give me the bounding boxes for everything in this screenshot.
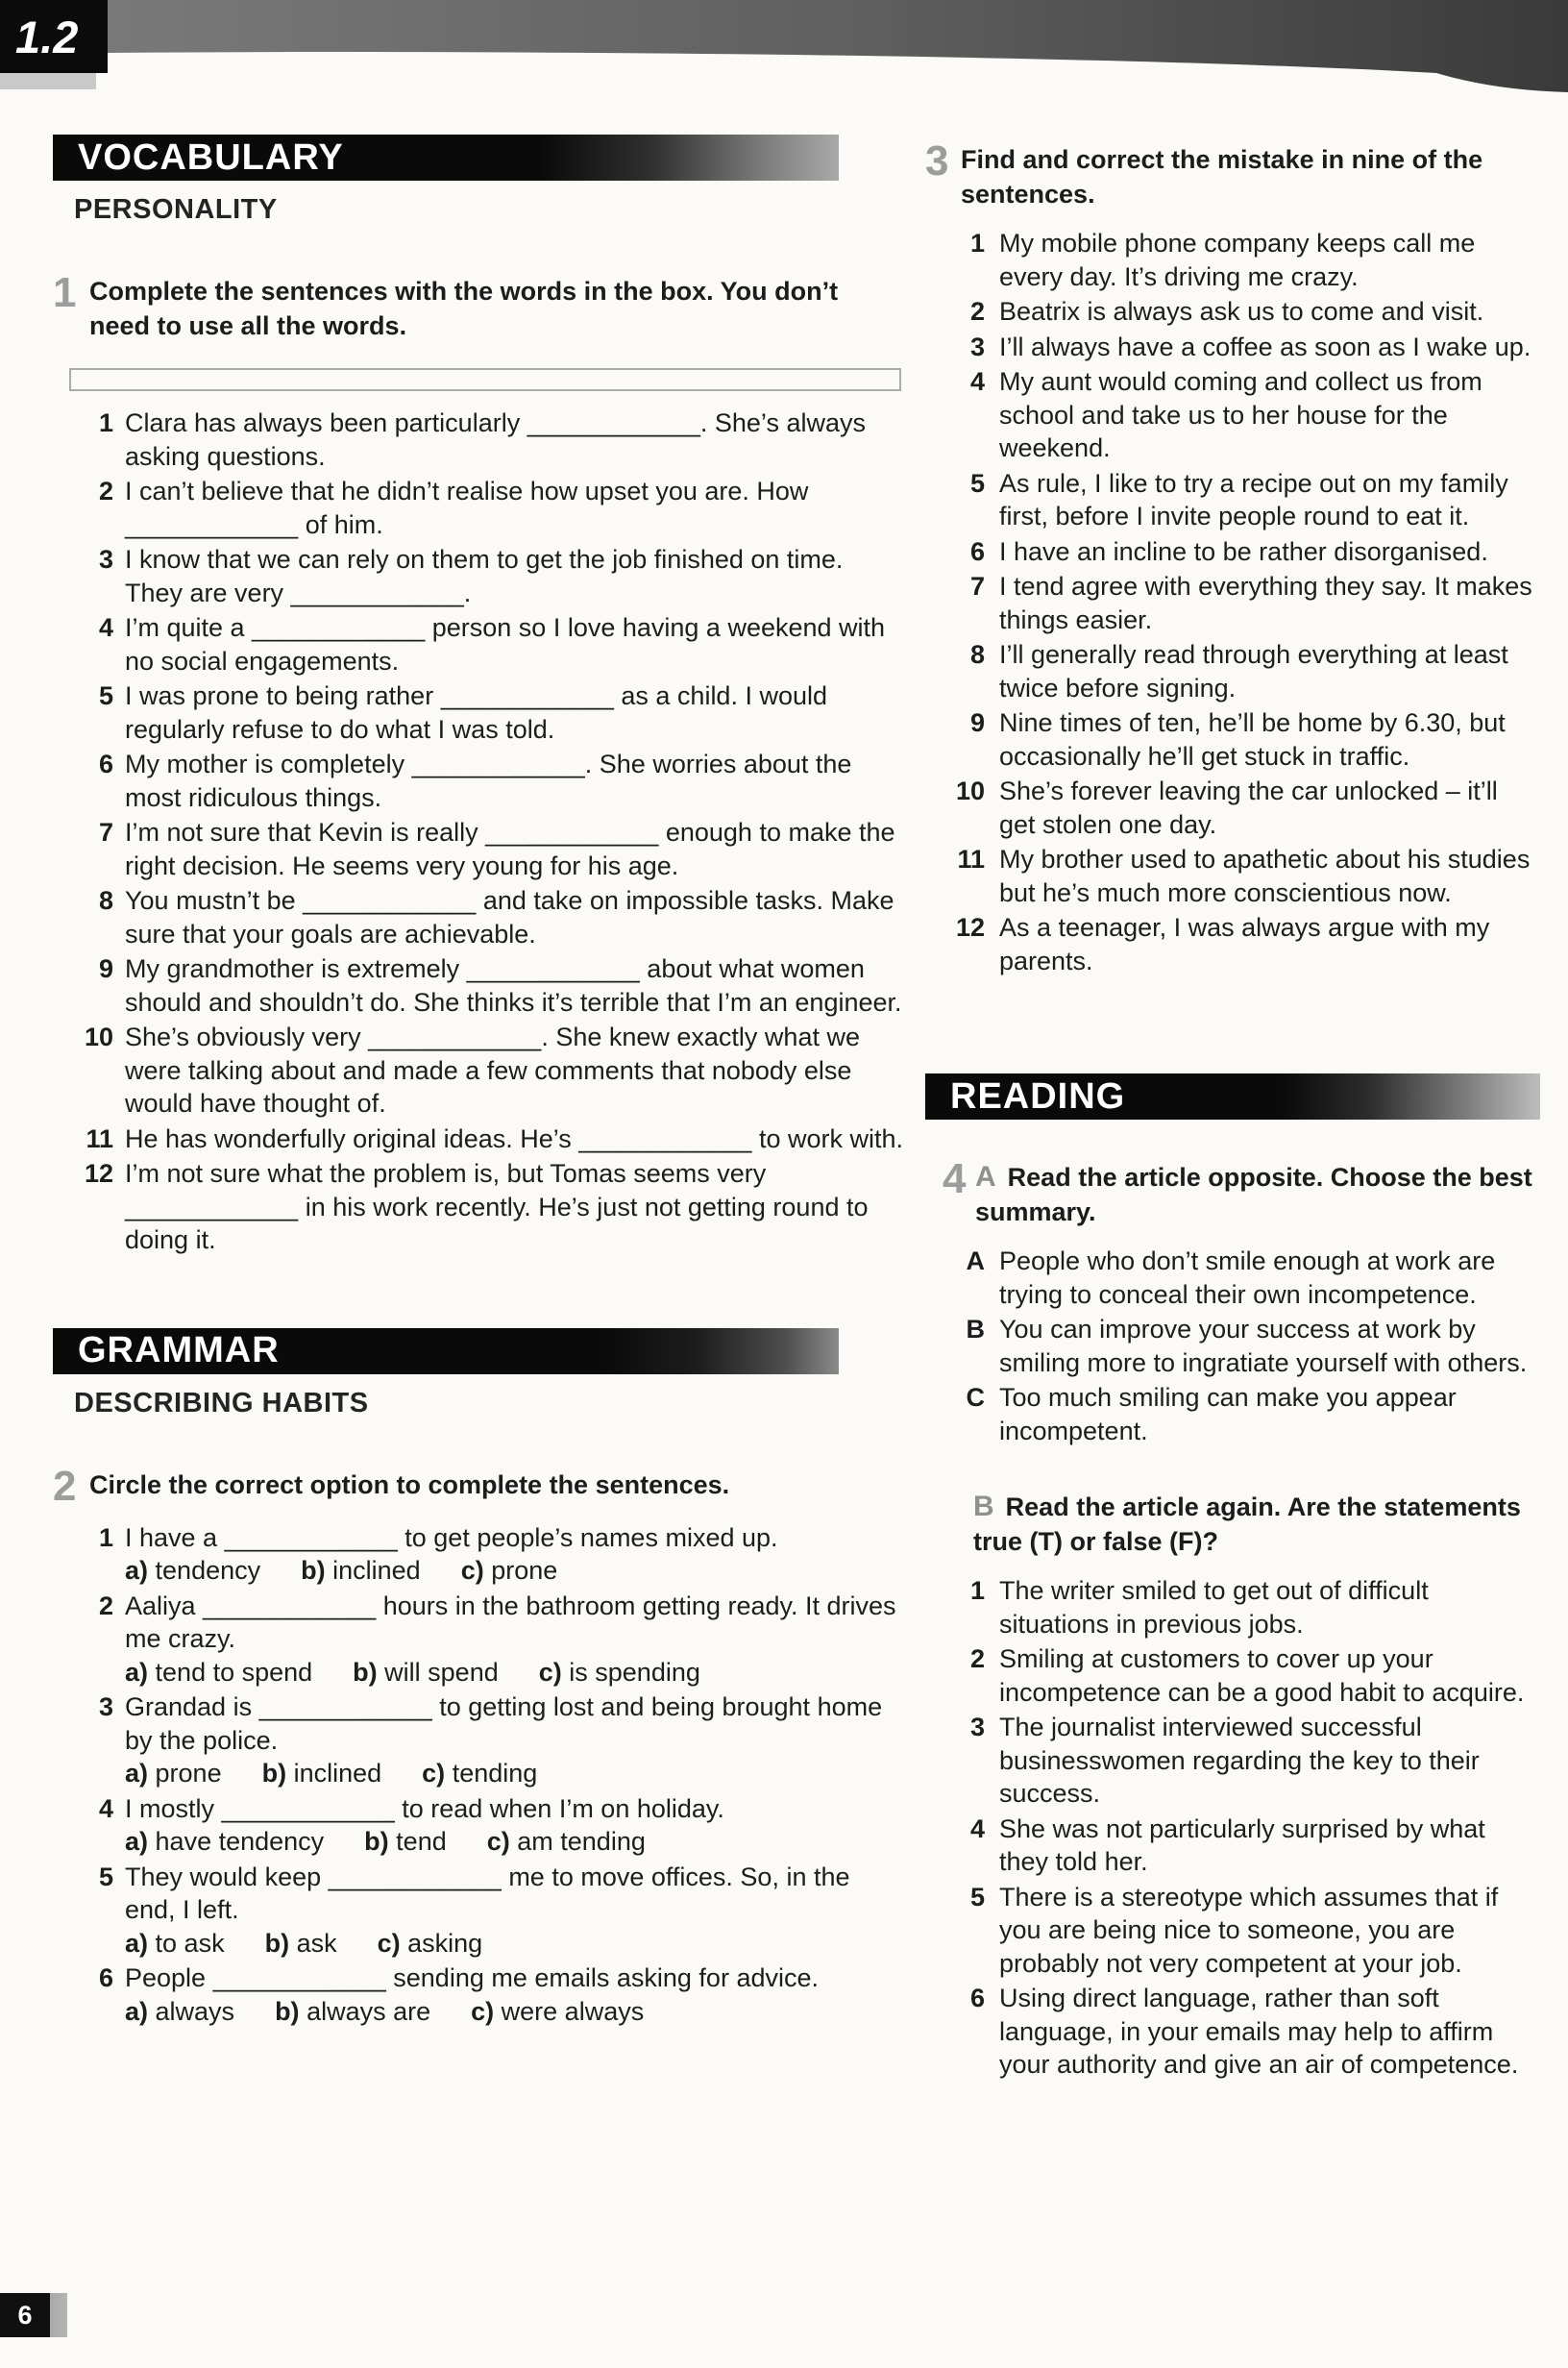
vocabulary-section-title: VOCABULARY [78, 136, 344, 178]
item-number: 10 [84, 1023, 113, 1051]
item-number: 2 [98, 1591, 113, 1620]
item-number: 1 [98, 408, 113, 437]
option-letter: c) [460, 1556, 484, 1585]
item-text: I’ll generally read through everything at least twice before signing. [999, 640, 1508, 703]
exercise4a-header [925, 1155, 1540, 1229]
item-text: You mustn’t be ____________ and take on impossible tasks. Make sure that your goals are achievable. [125, 886, 894, 949]
summary-option [925, 1313, 1540, 1379]
exercise2-item [53, 1590, 903, 1690]
item-text: My grandmother is extremely ____________ about what women should and shouldn’t do. She thinks it’s terrible that I’m an engineer. [125, 954, 902, 1017]
option-letter: a) [125, 1928, 149, 1958]
option-text: tending [452, 1759, 538, 1788]
item-options [125, 1656, 903, 1690]
option-letter: a) [125, 1657, 149, 1687]
item-body [125, 1792, 903, 1859]
item-text: My aunt would coming and collect us from school and take us to her house for the weekend. [999, 367, 1482, 462]
item-number: 1 [98, 1522, 113, 1552]
item-body [125, 1590, 903, 1690]
item-text: I tend agree with everything they say. It makes things easier. [999, 572, 1532, 634]
answer-option [487, 1825, 646, 1859]
reading-section-bar [925, 1073, 1540, 1120]
exercise1-number: 1 [53, 269, 77, 316]
item-options [125, 1995, 903, 2029]
item-text: Beatrix is always ask us to come and visit. [999, 297, 1484, 326]
item-text: Nine times of ten, he’ll be home by 6.30, but occasionally he’ll get stuck in traffic. [999, 708, 1506, 771]
true-false-statement [925, 1982, 1540, 2082]
item-text: I was prone to being rather ____________ as a child. I would regularly refuse to do what I was told. [125, 681, 828, 744]
exercise4a-instruction-text: Read the article opposite. Choose the best summary. [975, 1163, 1532, 1226]
exercise2-item [53, 1521, 903, 1588]
statement-text: The writer smiled to get out of difficult situations in previous jobs. [999, 1576, 1429, 1639]
option-letter: b) [261, 1759, 287, 1788]
item-number: 10 [955, 777, 985, 805]
option-letter: b) [364, 1827, 389, 1856]
unit-tab [0, 0, 108, 73]
summary-option [925, 1381, 1540, 1447]
option-letter: b) [301, 1556, 326, 1585]
right-column [925, 137, 1540, 2084]
item-number: 9 [98, 954, 113, 983]
item-number: 1 [969, 229, 985, 258]
statement-number: 1 [969, 1576, 985, 1605]
item-options [125, 1825, 903, 1859]
exercise1-item [53, 611, 903, 678]
item-number: 4 [98, 613, 113, 642]
exercise4a-letter: A [975, 1161, 996, 1193]
item-options [125, 1554, 903, 1588]
statement-text: There is a stereotype which assumes that if you are being nice to someone, you are probably not very competent at your job. [999, 1882, 1499, 1978]
option-letter: a) [125, 1827, 149, 1856]
option-letter: c) [538, 1657, 562, 1687]
top-banner-shape [0, 0, 1568, 92]
answer-option [275, 1995, 430, 2029]
true-false-statement [925, 1574, 1540, 1640]
statement-text: Smiling at customers to cover up your incompetence can be a good habit to acquire. [999, 1644, 1525, 1707]
grammar-section-title: GRAMMAR [78, 1330, 280, 1370]
answer-option [539, 1656, 700, 1690]
option-text: were always [501, 1996, 645, 2026]
exercise1-item [53, 407, 903, 473]
option-text: always [155, 1996, 235, 2026]
option-text: tendency [155, 1556, 261, 1585]
answer-option [125, 1995, 234, 2029]
exercise3-item [925, 843, 1540, 909]
exercise3-number: 3 [925, 137, 949, 185]
exercise2-instruction: Circle the correct option to complete the sentences. [89, 1469, 730, 1499]
answer-option [125, 1757, 222, 1790]
answer-option [265, 1927, 337, 1961]
item-text: She’s forever leaving the car unlocked – it’ll get stolen one day. [999, 777, 1498, 839]
exercise3-item [925, 295, 1540, 329]
true-false-statement [925, 1813, 1540, 1879]
item-number: 4 [98, 1793, 113, 1823]
exercise1-items [53, 407, 903, 1257]
exercise3-header [925, 137, 1540, 211]
item-number: 7 [969, 572, 985, 601]
exercise3-item [925, 365, 1540, 465]
item-number: 3 [98, 545, 113, 574]
unit-number: 1.2 [15, 11, 79, 62]
exercise4b-letter: B [973, 1491, 994, 1522]
true-false-statement [925, 1642, 1540, 1709]
exercise2-number: 2 [53, 1462, 77, 1510]
item-text: My mobile phone company keeps call me every day. It’s driving me crazy. [999, 229, 1476, 291]
exercise2-item [53, 1961, 903, 2028]
page-number-tab [0, 2293, 67, 2337]
exercise4a-options [925, 1245, 1540, 1447]
item-body [125, 1690, 903, 1790]
item-text: Aaliya ____________ hours in the bathroom getting ready. It drives me crazy. [125, 1591, 896, 1653]
statement-number: 2 [969, 1644, 985, 1673]
item-number: 2 [98, 477, 113, 506]
summary-option-letter: B [966, 1315, 985, 1344]
item-number: 6 [98, 750, 113, 778]
summary-option-letter: A [966, 1246, 985, 1275]
exercise4b-items [925, 1574, 1540, 2082]
exercise3-item [925, 638, 1540, 704]
item-number: 9 [969, 708, 985, 737]
answer-option [125, 1656, 312, 1690]
grammar-section-bar [53, 1328, 839, 1374]
item-number: 6 [969, 536, 985, 566]
option-text: am tending [517, 1827, 646, 1856]
option-letter: c) [486, 1827, 510, 1856]
exercise1-item [53, 952, 903, 1019]
statement-text: Using direct language, rather than soft language, in your emails may help to affirm your authority and give an air of competence. [999, 1984, 1519, 2079]
vocabulary-section-bar [53, 135, 839, 181]
exercise1-item [53, 543, 903, 609]
exercise4-number: 4 [943, 1155, 967, 1202]
statement-number: 4 [969, 1813, 985, 1843]
item-text: Grandad is ____________ to getting lost and being brought home by the police. [125, 1692, 883, 1755]
exercise3-item [925, 911, 1540, 977]
item-options [125, 1927, 903, 1961]
answer-option [353, 1656, 499, 1690]
item-text: I’ll always have a coffee as soon as I wake up. [999, 332, 1531, 361]
page-number: 6 [17, 2300, 33, 2330]
exercise3-instruction: Find and correct the mistake in nine of the sentences. [961, 145, 1483, 209]
exercise3-item [925, 775, 1540, 841]
exercise4b-instruction-text: Read the article again. Are the statements true (T) or false (F)? [973, 1492, 1521, 1556]
answer-option [301, 1554, 421, 1588]
exercise4a-instruction [975, 1160, 1540, 1229]
option-letter: c) [471, 1996, 495, 2026]
summary-option-text: Too much smiling can make you appear incompetent. [999, 1383, 1457, 1445]
exercise1-item [53, 1157, 903, 1257]
item-number: 5 [969, 468, 985, 498]
answer-option [364, 1825, 447, 1859]
item-text: I mostly ____________ to read when I’m on holiday. [125, 1793, 724, 1823]
exercise2-item [53, 1861, 903, 1961]
item-text: My brother used to apathetic about his studies but he’s much more conscientious now. [999, 845, 1531, 907]
item-number: 5 [98, 681, 113, 710]
true-false-statement [925, 1711, 1540, 1811]
option-text: always are [306, 1996, 431, 2026]
item-number: 8 [98, 886, 113, 915]
item-number: 4 [969, 367, 985, 396]
item-number: 2 [969, 297, 985, 326]
item-text: I have a ____________ to get people’s names mixed up. [125, 1522, 778, 1552]
option-letter: c) [422, 1759, 446, 1788]
summary-option [925, 1245, 1540, 1311]
item-number: 8 [969, 640, 985, 669]
item-text: My mother is completely ____________. She worries about the most ridiculous things. [125, 750, 852, 812]
exercise1-instruction: Complete the sentences with the words in the box. You don’t need to use all the words. [89, 277, 839, 340]
true-false-statement [925, 1881, 1540, 1981]
unit-tab-shadow [0, 73, 96, 89]
item-body [125, 1521, 903, 1588]
option-text: asking [407, 1928, 483, 1958]
item-number: 12 [955, 913, 985, 942]
exercise1-header [53, 269, 903, 343]
answer-option [461, 1554, 558, 1588]
top-banner [0, 0, 1568, 92]
item-text: I’m not sure that Kevin is really ____________ enough to make the right decision. He seems very young for his age. [125, 818, 895, 880]
item-text: She’s obviously very ____________. She knew exactly what we were talking about and made a few comments that nobody else would have thought of. [125, 1023, 860, 1118]
item-number: 12 [84, 1159, 113, 1188]
item-text: He has wonderfully original ideas. He’s ____________ to work with. [125, 1123, 903, 1153]
item-text: People ____________ sending me emails asking for advice. [125, 1963, 819, 1992]
grammar-topic: DESCRIBING HABITS [74, 1387, 369, 1418]
answer-option [125, 1554, 260, 1588]
option-letter: b) [275, 1996, 300, 2026]
exercise1-item [53, 475, 903, 541]
summary-option-text: You can improve your success at work by smiling more to ingratiate yourself with others. [999, 1315, 1528, 1377]
exercise1-item [53, 884, 903, 950]
item-text: I know that we can rely on them to get the job finished on time. They are very ____________. [125, 545, 844, 607]
item-text: I can’t believe that he didn’t realise how upset you are. How ____________ of him. [125, 477, 809, 539]
item-text: I have an incline to be rather disorganised. [999, 536, 1488, 566]
exercise1-item [53, 816, 903, 882]
option-text: to ask [155, 1928, 225, 1958]
option-text: inclined [293, 1759, 382, 1788]
item-number: 6 [98, 1963, 113, 1992]
summary-option-letter: C [966, 1383, 985, 1412]
exercise3-item [925, 706, 1540, 773]
answer-option [125, 1825, 324, 1859]
exercise2-header [53, 1462, 903, 1510]
statement-text: The journalist interviewed successful businesswomen regarding the key to their success. [999, 1713, 1480, 1808]
option-letter: c) [377, 1928, 401, 1958]
left-column [53, 135, 903, 2030]
option-text: inclined [332, 1556, 421, 1585]
option-text: is spending [569, 1657, 700, 1687]
statement-number: 5 [969, 1882, 985, 1912]
word-box [69, 368, 901, 391]
option-letter: a) [125, 1556, 149, 1585]
option-text: tend [396, 1827, 447, 1856]
vocabulary-topic: PERSONALITY [74, 194, 278, 225]
exercise1-item [53, 679, 903, 746]
item-number: 3 [969, 332, 985, 361]
exercise3-items [925, 227, 1540, 977]
statement-number: 3 [969, 1713, 985, 1741]
option-text: tend to spend [155, 1657, 313, 1687]
item-number: 11 [957, 845, 985, 874]
item-text: As rule, I like to try a recipe out on my family first, before I invite people round to eat it. [999, 468, 1508, 530]
option-text: ask [296, 1928, 337, 1958]
answer-option [422, 1757, 537, 1790]
exercise2-item [53, 1792, 903, 1859]
item-text: They would keep ____________ me to move offices. So, in the end, I left. [125, 1862, 850, 1924]
statement-number: 6 [969, 1984, 985, 2012]
exercise3-item [925, 227, 1540, 293]
exercise1-item [53, 1021, 903, 1121]
item-body [125, 1861, 903, 1961]
answer-option [471, 1995, 644, 2029]
answer-option [262, 1757, 382, 1790]
exercise3-item [925, 535, 1540, 569]
option-letter: b) [353, 1657, 378, 1687]
exercise4b-header [925, 1490, 1540, 1559]
exercise3-item [925, 570, 1540, 636]
reading-section-title: READING [950, 1075, 1126, 1117]
option-letter: a) [125, 1996, 149, 2026]
option-text: prone [155, 1759, 222, 1788]
option-text: will spend [384, 1657, 499, 1687]
item-text: I’m quite a ____________ person so I love having a weekend with no social engagements. [125, 613, 886, 676]
exercise1-item [53, 748, 903, 814]
option-text: have tendency [155, 1827, 325, 1856]
answer-option [125, 1927, 225, 1961]
exercise3-item [925, 467, 1540, 533]
item-body [125, 1961, 903, 2028]
exercise2-item [53, 1690, 903, 1790]
option-letter: b) [264, 1928, 290, 1958]
item-options [125, 1757, 903, 1790]
summary-option-text: People who don’t smile enough at work are trying to conceal their own incompetence. [999, 1246, 1496, 1309]
exercise1-item [53, 1122, 903, 1156]
statement-text: She was not particularly surprised by what they told her. [999, 1813, 1485, 1876]
answer-option [378, 1927, 483, 1961]
item-number: 7 [98, 818, 113, 847]
option-text: prone [491, 1556, 558, 1585]
item-text: Clara has always been particularly ____________. She’s always asking questions. [125, 408, 866, 471]
item-text: As a teenager, I was always argue with my parents. [999, 913, 1490, 975]
item-number: 3 [98, 1692, 113, 1721]
exercise2-items [53, 1521, 903, 2029]
option-letter: a) [125, 1759, 149, 1788]
item-number: 11 [86, 1123, 113, 1153]
exercise3-item [925, 331, 1540, 364]
item-number: 5 [98, 1862, 113, 1891]
item-text: I’m not sure what the problem is, but Tomas seems very ____________ in his work recently. He’s just not getting round to doing it. [125, 1159, 869, 1254]
